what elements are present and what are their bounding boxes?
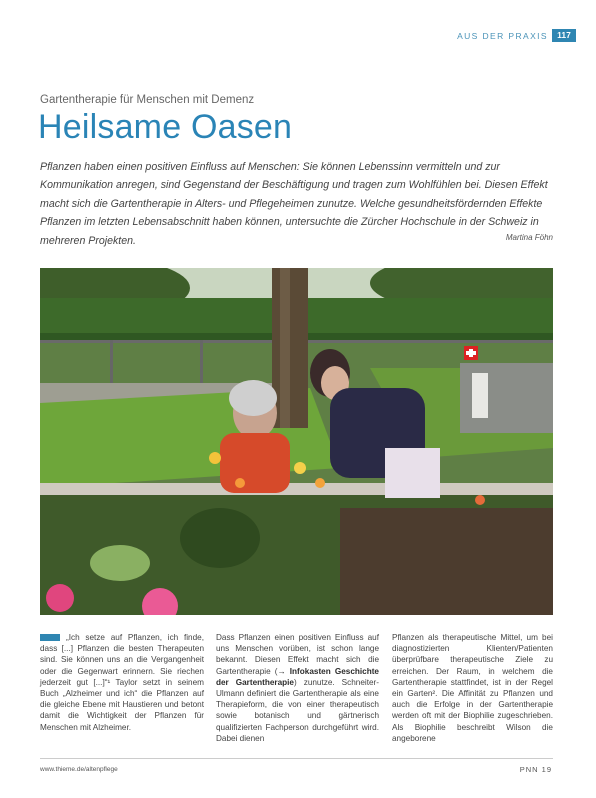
column-2-text-a: Dass Pflanzen einen positiven Einfluss auf uns Menschen vorüben, ist schon lange bekannt. Diesen Effekt macht sich die Gartentherapie ( — [216, 633, 379, 676]
page-number-badge: 117 — [552, 29, 576, 42]
article-photo — [40, 268, 553, 615]
column-2-text — [216, 632, 379, 744]
author: Martina Föhn — [505, 233, 553, 242]
article-title: Heilsame Oasen — [38, 108, 293, 146]
infobox-reference: → Infokasten Geschichte der Gartentherapie — [216, 666, 379, 687]
text-column-2 — [216, 632, 379, 744]
footer-divider — [40, 758, 553, 759]
garden-photo-illustration — [40, 268, 553, 615]
text-column-1 — [40, 632, 204, 733]
column-2-text-b: ) zunutze. Schneiter-Ulmann definiert die Gartentherapie als eine Therapieform, die von einer therapeutisch sowie botanisch und gärtnerisch qualifizierten Fachperson durchgeführt wird. Dabei dienen — [216, 677, 380, 743]
text-column-3 — [392, 632, 553, 744]
kicker: Gartentherapie für Menschen mit Demenz — [40, 94, 255, 106]
section-label: AUS DER PRAXIS — [457, 31, 548, 41]
footer-url: www.thieme.de/altenpflege — [40, 766, 118, 773]
lead-paragraph: Pflanzen haben einen positiven Einfluss auf Menschen: Sie können Lebenssinn vermitteln und zur Kommunikation anregen, sind Gegenstand der Beschäftigung und tragen zum Wohlfühlen bei. Diesen Effekt macht sich die Gartentherapie in Alters- und Pflegeheimen zunutze. Welche gesundheitsfördernden Effekte Pflanzen im letzten Lebensabschnitt haben können, untersuchte die Zürcher Hochschule in der Schweiz in mehreren Projekten. — [40, 161, 548, 247]
column-3-text: Pflanzen als therapeutische Mittel, um bei diagnostizierten Klienten/Patienten überprüfbare therapeutische Ziele zu erreichen. Der Raum, in welchem die Gartentherapie stattfindet, ist in der Regel ein Garten². Die Affinität zu Pflanzen und auch die Erfolge in der Gartentherapie werden oft mit der Biophilie zugeschrieben. Als Biophilie beschreibt Wilson die angeborene — [392, 633, 553, 743]
column-1-text: „Ich setze auf Pflanzen, ich finde, dass [...] Pflanzen die besten Therapeuten sind. Sie können uns an die Vergangenheit oder die Gegenwart erinnern. Sie riechen jederzeit gut [...]“¹ Taylor setzt in seinem Buch „Alzheimer und ich“ die Pflanzen auf die gleiche Ebene mit Haustieren und betont damit die Wichtigkeit der Pflanzen für Menschen mit Alzheimer. — [40, 633, 204, 732]
footer-page: PNN 19 — [519, 765, 552, 774]
